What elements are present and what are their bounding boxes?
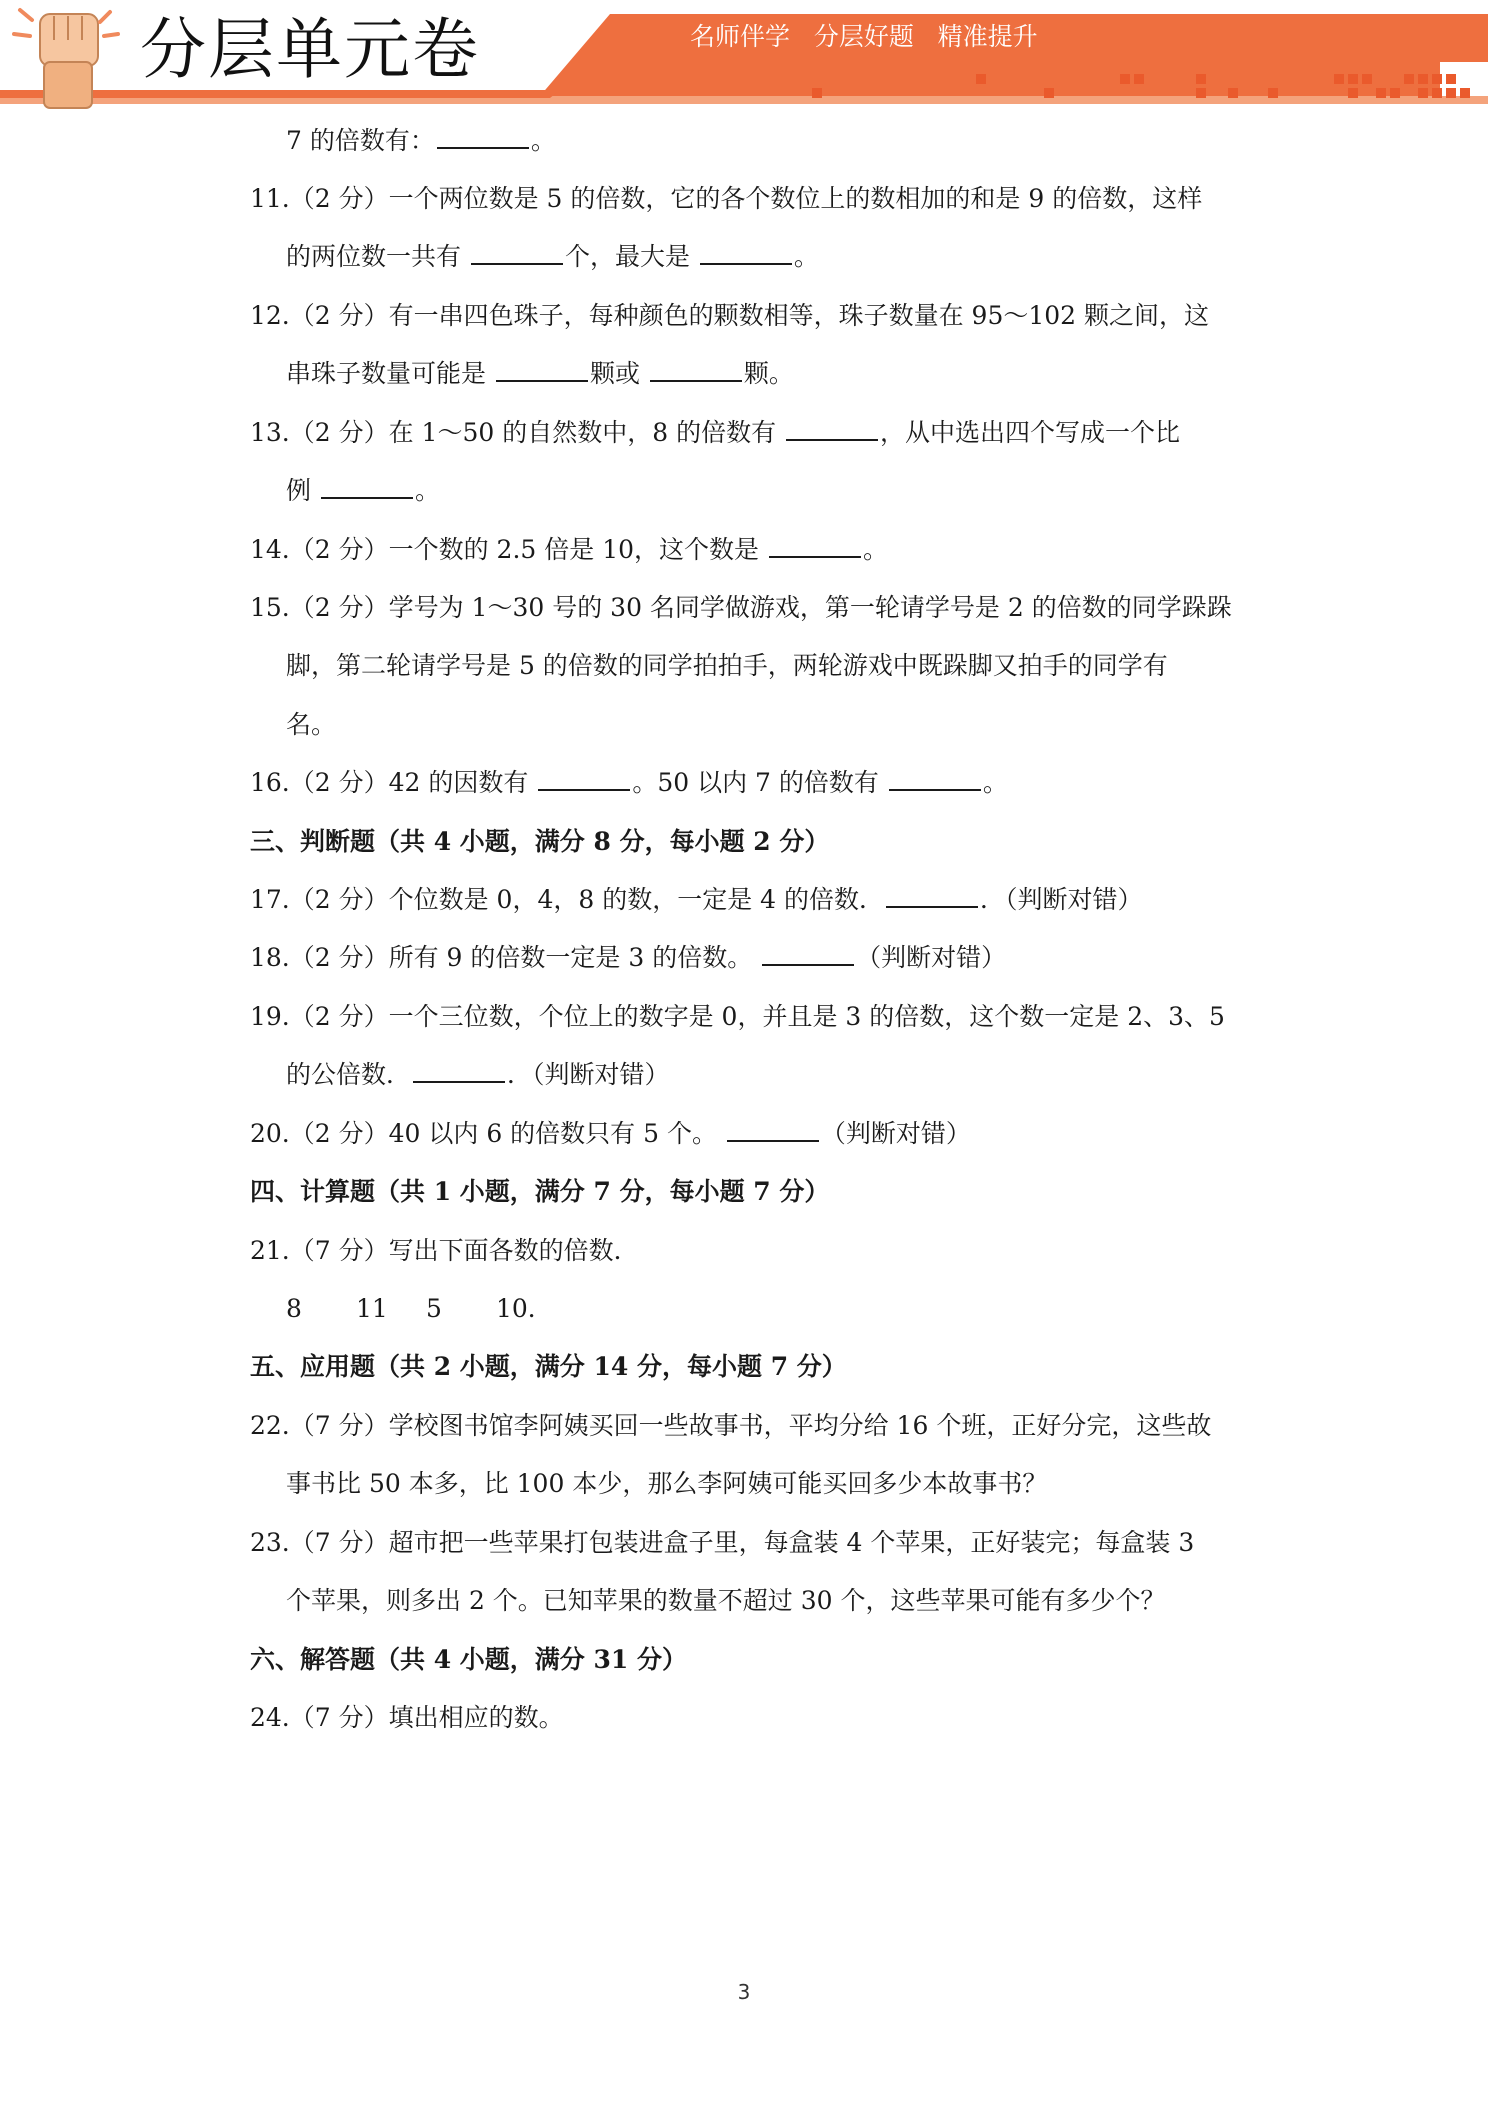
text: ，从中选出四个写成一个比	[880, 418, 1181, 447]
text: 17.（2 分）个位数是 0，4，8 的数，一定是 4 的倍数．	[250, 885, 885, 914]
answer-blank	[886, 886, 978, 908]
question-16	[250, 766, 1008, 800]
answer-blank	[538, 769, 630, 791]
text: 的两位数一共有	[286, 242, 469, 271]
text: 11.（2 分）一个两位数是 5 的倍数，它的各个数位上的数相加的和是 9 的倍数，这样	[250, 184, 1203, 213]
brand-slogan: 名师伴学 分层好题 精准提升	[690, 22, 1038, 51]
answer-blank	[471, 243, 563, 265]
text: 7 的倍数有：	[286, 126, 435, 155]
text: 12.（2 分）有一串四色珠子，每种颜色的颗数相等，珠子数量在 95～102 颗之间，这	[250, 301, 1210, 330]
answer-blank	[727, 1120, 819, 1142]
question-22	[250, 1409, 1211, 1443]
answer-blank	[762, 944, 854, 966]
answer-blank	[889, 769, 981, 791]
question-15	[250, 591, 1232, 625]
text: 颗或	[589, 359, 648, 388]
question-13-cont	[286, 474, 440, 508]
page-number: 3	[737, 1980, 751, 2004]
question-15-cont2	[286, 708, 336, 742]
text: 颗。	[743, 359, 794, 388]
text: 事书比 50 本多，比 100 本少，那么李阿姨可能买回多少本故事书？	[286, 1469, 1048, 1498]
question-14	[250, 533, 888, 567]
text: 23.（7 分）超市把一些苹果打包装进盒子里，每盒装 4 个苹果，正好装完；每盒装 3	[250, 1528, 1195, 1557]
answer-blank	[496, 360, 588, 382]
answer-blank	[769, 536, 861, 558]
section-heading-answer: 六、解答题（共 4 小题，满分 31 分）	[250, 1645, 688, 1674]
question-19-cont	[286, 1058, 670, 1092]
fist-logo-icon	[0, 0, 130, 118]
text: 15.（2 分）学号为 1～30 号的 30 名同学做游戏，第一轮请学号是 2 的倍数的同学跺跺	[250, 593, 1232, 622]
question-11-cont	[286, 240, 819, 274]
text: 19.（2 分）一个三位数，个位上的数字是 0，并且是 3 的倍数，这个数一定是 2、3、5	[250, 1002, 1225, 1031]
text: （判断对错）	[856, 943, 1007, 972]
number: 10．	[496, 1294, 553, 1323]
section-heading-application: 五、应用题（共 2 小题，满分 14 分，每小题 7 分）	[250, 1352, 847, 1381]
question-23	[250, 1526, 1194, 1560]
question-19	[250, 1000, 1225, 1034]
text: 16.（2 分）42 的因数有	[250, 768, 537, 797]
text: 20.（2 分）40 以内 6 的倍数只有 5 个。	[250, 1119, 725, 1148]
text-line	[286, 124, 556, 158]
question-20	[250, 1117, 971, 1151]
number: 8	[286, 1294, 302, 1323]
text: 名。	[286, 710, 337, 739]
answer-blank	[650, 360, 742, 382]
question-22-cont	[286, 1467, 1047, 1501]
text: 21.（7 分）写出下面各数的倍数．	[250, 1236, 639, 1265]
question-15-cont	[286, 649, 1168, 683]
answer-blank	[786, 419, 878, 441]
text: 14.（2 分）一个数的 2.5 倍是 10，这个数是	[250, 535, 767, 564]
question-13	[250, 416, 1180, 450]
number: 5	[426, 1294, 442, 1323]
text: 22.（7 分）学校图书馆李阿姨买回一些故事书，平均分给 16 个班，正好分完，这些故	[250, 1411, 1212, 1440]
text: ．（判断对错）	[980, 885, 1143, 914]
text: 。	[982, 768, 1008, 797]
answer-blank	[437, 127, 529, 149]
text: 。50 以内 7 的倍数有	[632, 768, 887, 797]
question-17	[250, 883, 1143, 917]
page-header	[0, 0, 1488, 120]
brand-title: 分层单元卷	[140, 11, 480, 88]
answer-blank	[700, 243, 792, 265]
text: 串珠子数量可能是	[286, 359, 494, 388]
question-21	[250, 1234, 639, 1268]
question-11	[250, 182, 1202, 216]
answer-blank	[413, 1061, 505, 1083]
question-21-numbers	[286, 1292, 553, 1326]
section-heading-calculation: 四、计算题（共 1 小题，满分 7 分，每小题 7 分）	[250, 1177, 830, 1206]
section-heading-judgement: 三、判断题（共 4 小题，满分 8 分，每小题 2 分）	[250, 827, 830, 856]
question-12-cont	[286, 357, 794, 391]
text: 24.（7 分）填出相应的数。	[250, 1703, 564, 1732]
text: 。	[530, 126, 556, 155]
text: （判断对错）	[820, 1119, 971, 1148]
question-23-cont	[286, 1584, 1166, 1618]
text: 13.（2 分）在 1～50 的自然数中，8 的倍数有	[250, 418, 785, 447]
text: 例	[286, 476, 319, 505]
question-24	[250, 1701, 564, 1735]
answer-blank	[321, 477, 413, 499]
text: 。	[862, 535, 888, 564]
text: 18.（2 分）所有 9 的倍数一定是 3 的倍数。	[250, 943, 761, 972]
question-12	[250, 299, 1209, 333]
text: ．（判断对错）	[507, 1060, 670, 1089]
text: 个苹果，则多出 2 个。已知苹果的数量不超过 30 个，这些苹果可能有多少个？	[286, 1586, 1166, 1615]
text: 。	[793, 242, 819, 271]
text: 的公倍数．	[286, 1060, 412, 1089]
question-18	[250, 941, 1006, 975]
text: 个，最大是	[564, 242, 698, 271]
number: 11	[356, 1294, 388, 1323]
text: 。	[414, 476, 440, 505]
text: 脚，第二轮请学号是 5 的倍数的同学拍拍手，两轮游戏中既跺脚又拍手的同学有	[286, 651, 1168, 680]
